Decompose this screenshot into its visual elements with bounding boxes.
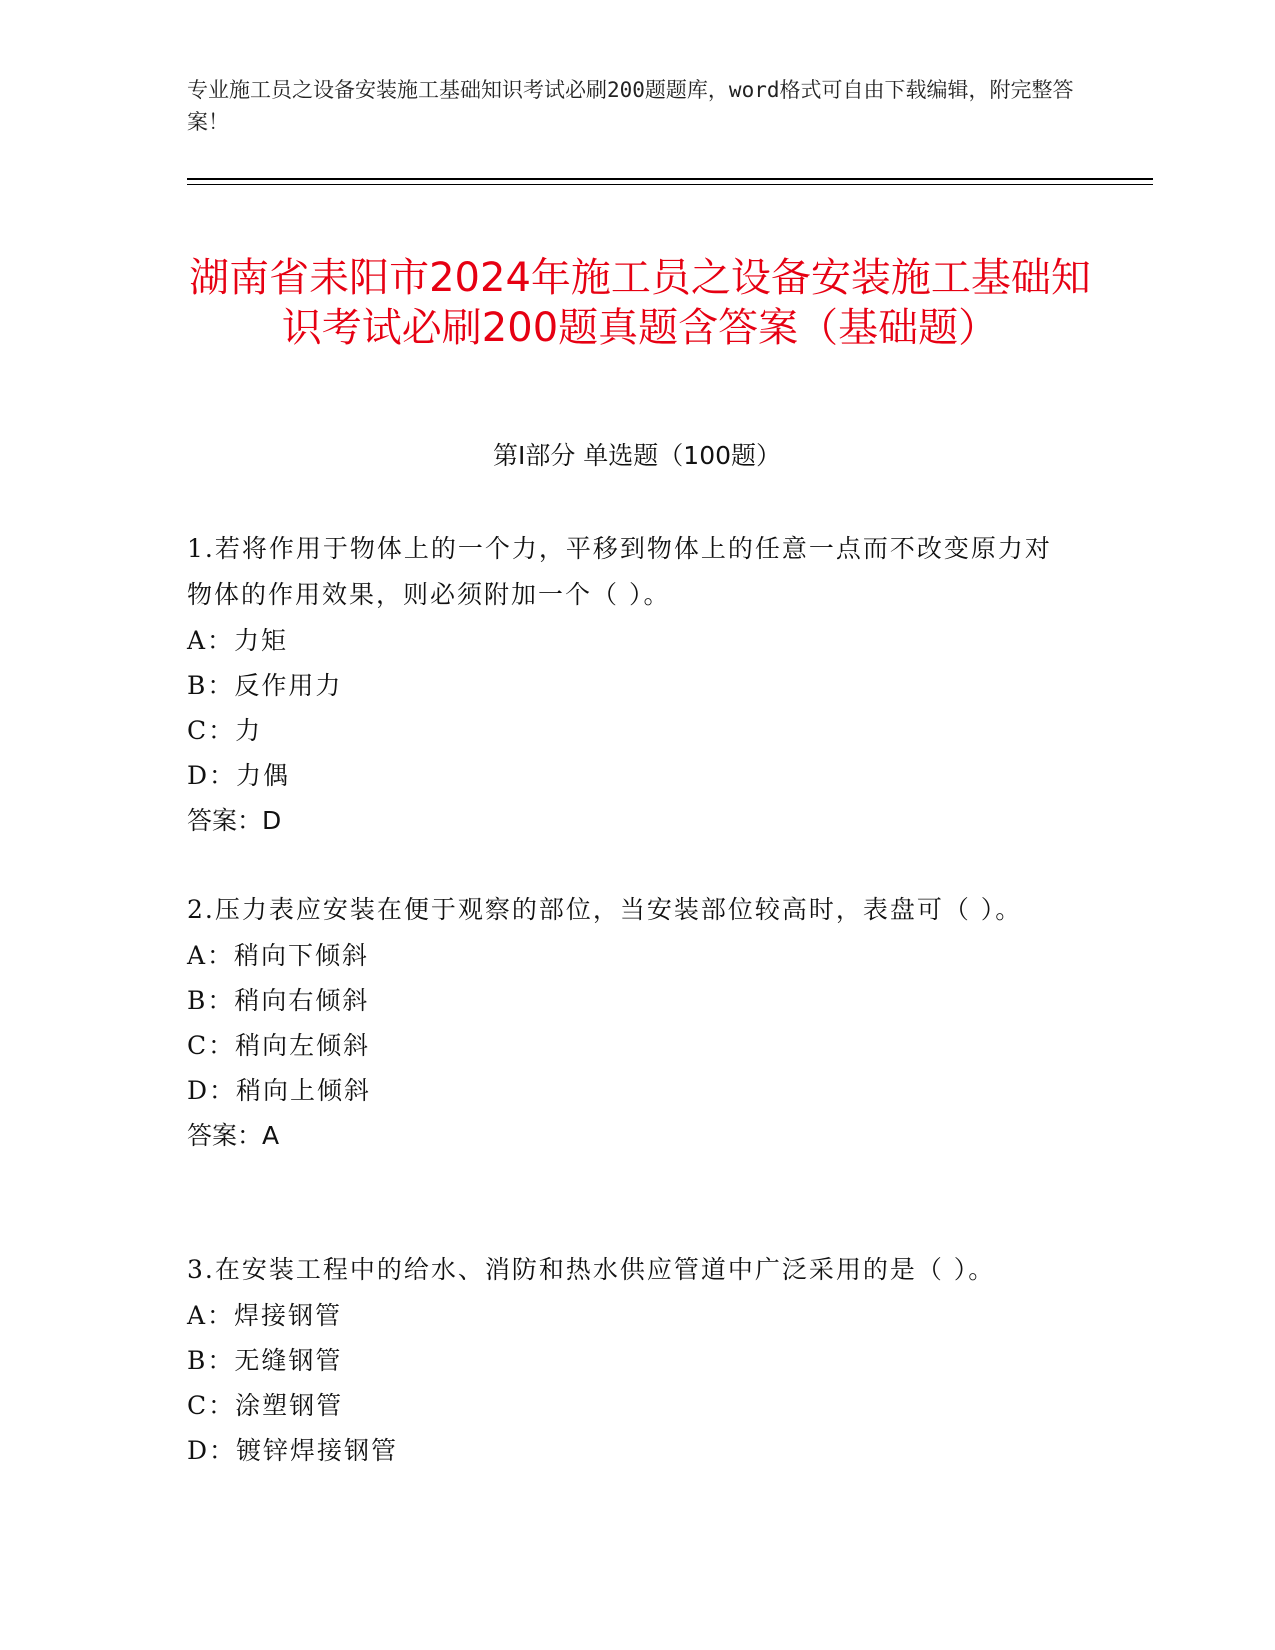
- document-title: 湖南省耒阳市2024年施工员之设备安装施工基础知识考试必刷200题真题含答案（基础题）: [189, 254, 1091, 351]
- option-c: C：涂塑钢管: [187, 1391, 344, 1420]
- option-b: B：稍向右倾斜: [187, 986, 370, 1015]
- header-divider-thin: [187, 184, 1153, 185]
- question-3: [187, 1247, 1067, 1473]
- option-c: C：稍向左倾斜: [187, 1031, 371, 1060]
- option-b: B：无缝钢管: [187, 1346, 343, 1375]
- header-note: 专业施工员之设备安装施工基础知识考试必刷200题题库，word格式可自由下载编辑，附完整答案！: [187, 78, 1074, 134]
- question-1: [187, 526, 1067, 844]
- header-divider-thick: [187, 178, 1153, 180]
- option-a: A：力矩: [187, 626, 289, 655]
- option-b: B：反作用力: [187, 671, 343, 700]
- answer: 答案：A: [187, 1121, 280, 1150]
- question-stem: 1.若将作用于物体上的一个力，平移到物体上的任意一点而不改变原力对物体的作用效果，则必须附加一个（ ）。: [187, 534, 1052, 609]
- option-d: D：稍向上倾斜: [187, 1076, 372, 1105]
- option-a: A：稍向下倾斜: [187, 941, 370, 970]
- option-c: C：力: [187, 716, 263, 745]
- answer: 答案：D: [187, 806, 282, 835]
- option-a: A：焊接钢管: [187, 1301, 343, 1330]
- section-title: 第Ⅰ部分 单选题（100题）: [492, 441, 782, 470]
- question-stem: 3.在安装工程中的给水、消防和热水供应管道中广泛采用的是（ ）。: [187, 1255, 996, 1284]
- option-d: D：力偶: [187, 761, 291, 790]
- option-d: D：镀锌焊接钢管: [187, 1436, 399, 1465]
- question-stem: 2.压力表应安装在便于观察的部位，当安装部位较高时，表盘可（ ）。: [187, 895, 1023, 924]
- question-2: [187, 887, 1067, 1159]
